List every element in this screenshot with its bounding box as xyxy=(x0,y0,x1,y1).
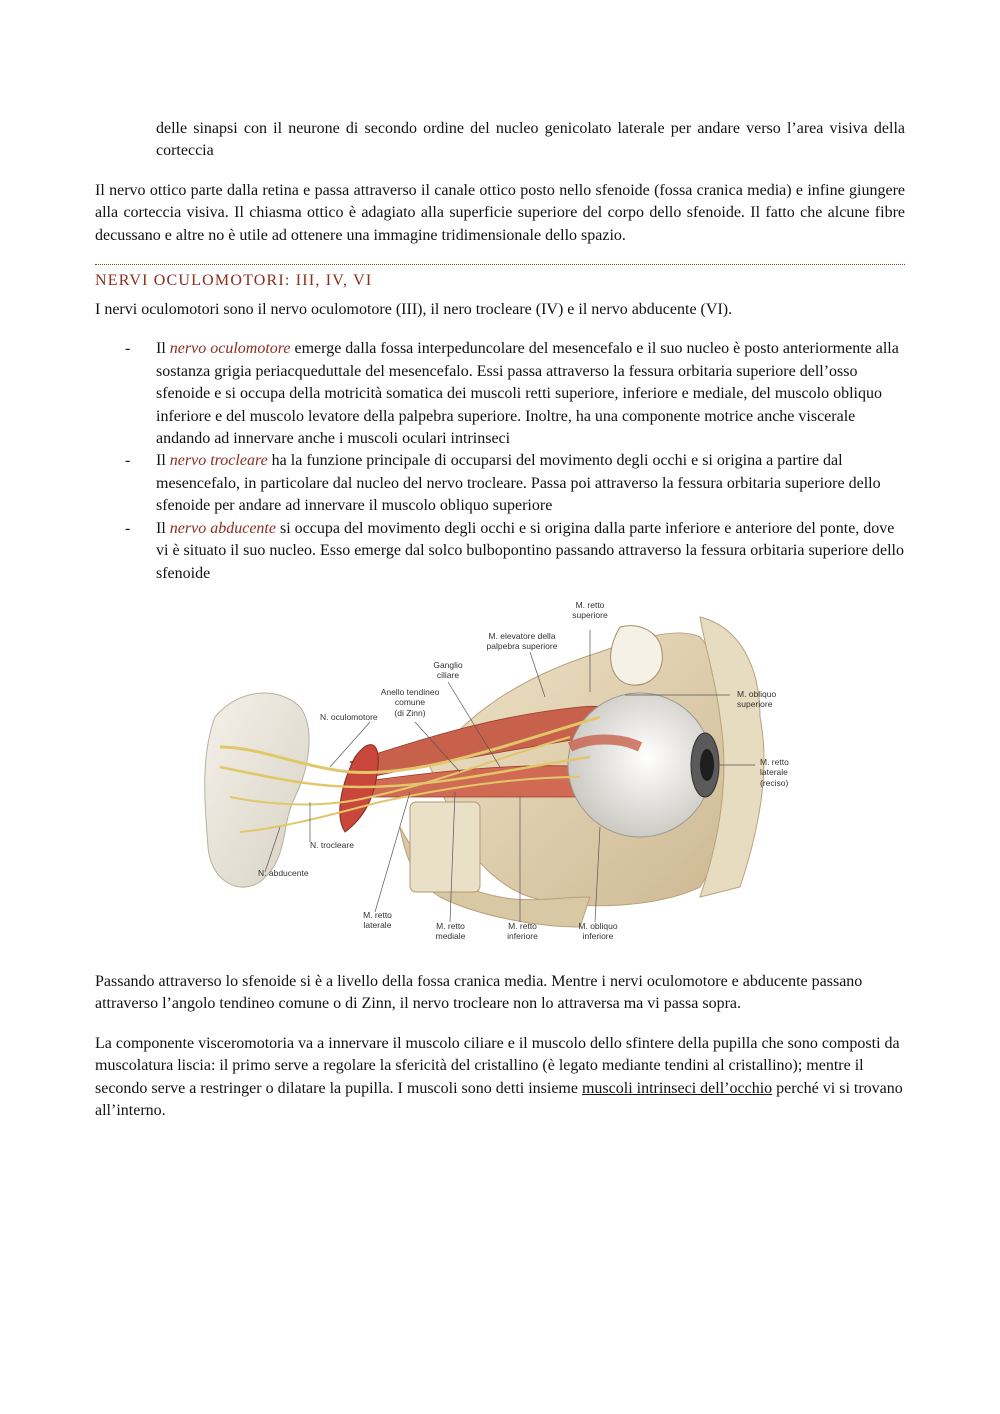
continuation-paragraph: delle sinapsi con il neurone di secondo ordine del nucleo genicolato laterale per andare verso l’area visiva della corteccia xyxy=(156,120,905,160)
list-item-trocleare xyxy=(95,450,905,517)
label-anello-tendineo: Anello tendineo comune (di Zinn) xyxy=(380,686,440,718)
list-item-prefix: Il xyxy=(156,519,170,537)
nerve-list xyxy=(95,338,905,584)
list-item-text: emerge dalla fossa interpeduncolare del mesencefalo e il suo nucleo è posto anteriormente alla sostanza grigia periacqueduttale del mesencefalo. Essi passa attraverso la fessura orbitaria superiore dell’osso sfenoide e si occupa della motricità somatica dei muscoli retti superiore, inferiore e mediale, del muscolo obliquo inferiore e del muscolo levatore della palpebra superiore. Inoltre, ha una componente motrice anche viscerale andando ad innervare anche i muscoli oculari intrinseci xyxy=(156,340,899,448)
label-retto-superiore: M. retto superiore xyxy=(572,599,608,621)
list-item-prefix: Il xyxy=(156,340,170,358)
dash-bullet: - xyxy=(125,519,131,537)
label-retto-inferiore: M. retto inferiore xyxy=(507,920,538,942)
label-retto-laterale: M. retto laterale xyxy=(363,909,392,931)
underlined-term: muscoli intrinseci dell’occhio xyxy=(581,1079,773,1097)
term-abducente: nervo abducente xyxy=(169,519,276,537)
label-retto-laterale-reciso: M. retto laterale (reciso) xyxy=(760,756,789,788)
term-oculomotore: nervo oculomotore xyxy=(169,340,291,358)
list-item-oculomotore xyxy=(95,338,905,450)
visceromotor-tail: perché vi si trovano all’interno. xyxy=(95,1079,903,1119)
section-divider xyxy=(95,264,905,265)
list-item-abducente xyxy=(95,518,905,585)
intro-paragraph: I nervi oculomotori sono il nervo oculomotore (III), il nero trocleare (IV) e il nervo abducente (VI). xyxy=(95,301,733,319)
list-item-text: ha la funzione principale di occuparsi del movimento degli occhi e si origina a partire dal mesencefalo, in particolare dal nucleo del nervo trocleare. Passa poi attraverso la fessura orbitaria superiore dello sfenoide per andare ad innervare il muscolo obliquo superiore xyxy=(156,452,881,515)
document-page xyxy=(95,118,905,1122)
label-n-oculomotore: N. oculomotore xyxy=(320,711,378,722)
dash-bullet: - xyxy=(125,340,131,358)
visceromotor-text: La componente visceromotoria va a innervare il muscolo ciliare e il muscolo dello sfintere della pupilla che sono composti da muscolatura liscia: il primo serve a regolare la sfericità del cristallino (è legato mediante tendini al cristallino); mentre il secondo serve a restringer o dilatare la pupilla. I muscoli sono detti insieme xyxy=(95,1034,900,1097)
section-title: NERVI OCULOMOTORI: III, IV, VI xyxy=(95,272,373,290)
label-obliquo-superiore: M. obliquo superiore xyxy=(737,688,777,710)
label-obliquo-inferiore: M. obliquo inferiore xyxy=(578,920,618,942)
list-item-prefix: Il xyxy=(156,452,170,470)
dash-bullet: - xyxy=(125,452,131,470)
eye-anatomy-figure xyxy=(200,597,800,957)
list-item-text: si occupa del movimento degli occhi e si origina dalla parte inferiore e anteriore del ponte, dove vi è situato il suo nucleo. Esso emerge dal solco bulbopontino passando attraverso la fessura orbitaria superiore dello sfenoide xyxy=(156,519,904,582)
label-n-trocleare: N. trocleare xyxy=(310,839,354,850)
label-ganglio-ciliare: Ganglio ciliare xyxy=(433,659,463,681)
visceromotor-paragraph xyxy=(95,1033,905,1123)
label-retto-mediale: M. retto mediale xyxy=(435,920,466,942)
label-n-abducente: N. abducente xyxy=(258,867,309,878)
optic-nerve-paragraph: Il nervo ottico parte dalla retina e passa attraverso il canale ottico posto nello sfenoide (fossa cranica media) e infine giungere alla corteccia visiva. Il chiasma ottico è adagiato alla superficie superiore del corpo dello sfenoide. Il fatto che alcune fibre decussano e altre no è utile ad ottenere una immagine tridimensionale dello spazio. xyxy=(95,181,905,244)
label-elevatore-palpebra: M. elevatore della palpebra superiore xyxy=(486,630,558,652)
term-trocleare: nervo trocleare xyxy=(169,452,268,470)
sphenoid-paragraph: Passando attraverso lo sfenoide si è a livello della fossa cranica media. Mentre i nervi oculomotore e abducente passano attraverso l’angolo tendineo comune o di Zinn, il nervo trocleare non lo attraversa ma vi passa sopra. xyxy=(95,972,863,1013)
